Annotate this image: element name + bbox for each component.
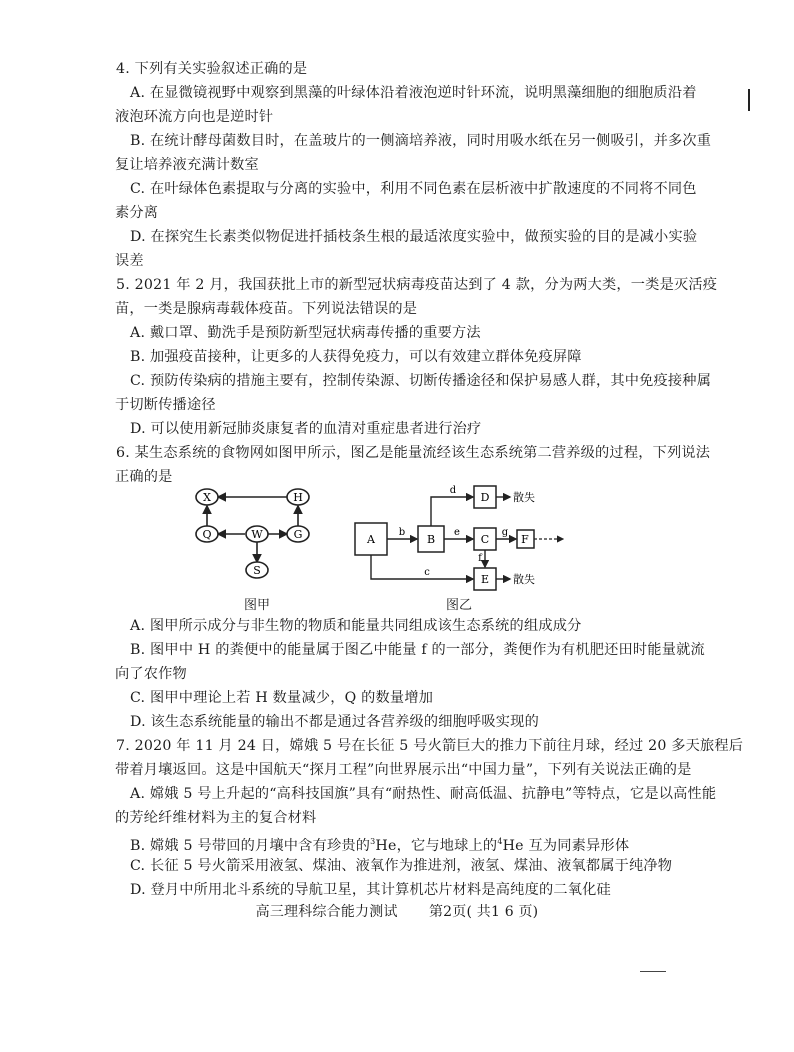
figure-jia-caption: 图甲 bbox=[244, 598, 271, 613]
q4-option-b-line2: 复让培养液充满计数室 bbox=[115, 157, 259, 173]
edge-label-e: e bbox=[454, 527, 460, 538]
q4-option-b-line1: B. 在统计酵母菌数目时，在盖玻片的一侧滴培养液，同时用吸水纸在另一侧吸引，并多次重 bbox=[130, 133, 712, 149]
box-c: C bbox=[480, 533, 490, 546]
q5-option-a: A. 戴口罩、勤洗手是预防新型冠状病毒传播的重要方法 bbox=[130, 325, 481, 341]
q6-option-b-line2: 向了农作物 bbox=[115, 666, 187, 682]
q7-option-b-suffix: He 互为同素异形体 bbox=[502, 838, 630, 854]
q7-option-a-line2: 的芳纶纤维材料为主的复合材料 bbox=[115, 810, 317, 826]
q6-option-c: C. 图甲中理论上若 H 数量减少，Q 的数量增加 bbox=[130, 690, 434, 706]
figure-yi-energy-flow bbox=[345, 480, 575, 592]
edge-label-f: f bbox=[478, 553, 482, 564]
figure-yi-caption: 图乙 bbox=[446, 598, 473, 613]
node-s: S bbox=[253, 564, 261, 577]
q4-stem: 4. 下列有关实验叙述正确的是 bbox=[116, 61, 308, 77]
node-h: H bbox=[293, 491, 303, 504]
q6-stem-line2: 正确的是 bbox=[115, 469, 173, 485]
node-w: W bbox=[251, 528, 263, 541]
q6-option-a: A. 图甲所示成分与非生物的物质和能量共同组成该生态系统的组成成分 bbox=[130, 618, 582, 634]
q4-option-a-line2: 液泡环流方向也是逆时针 bbox=[115, 109, 274, 125]
footer-page-number: 第2页( 共1 6 页) bbox=[428, 904, 539, 920]
edge-label-d: d bbox=[449, 485, 457, 496]
figure-jia-food-web bbox=[190, 482, 320, 582]
edge-label-b: b bbox=[398, 527, 406, 538]
footer-exam-title: 高三理科综合能力测试 bbox=[255, 904, 398, 920]
q4-option-a-line1: A. 在显微镜视野中观察到黑藻的叶绿体沿着液泡逆时针环流，说明黑藻细胞的细胞质沿着 bbox=[130, 85, 697, 101]
edge-label-c: c bbox=[424, 567, 430, 578]
q6-stem-line1: 6. 某生态系统的食物网如图甲所示，图乙是能量流经该生态系统第二营养级的过程，下列说法 bbox=[116, 445, 711, 461]
box-a: A bbox=[367, 533, 375, 546]
q7-option-a-line1: A. 嫦娥 5 号上升起的“高科技国旗”具有“耐热性、耐高低温、抗静电”等特点，它是以高性能 bbox=[130, 786, 717, 802]
he3-superscript: 3 bbox=[370, 837, 376, 846]
q7-option-b bbox=[130, 833, 629, 855]
edge-label-g: g bbox=[501, 527, 509, 538]
q7-option-b-mid: He，它与地球上的 bbox=[375, 838, 498, 854]
q5-stem-line2: 苗，一类是腺病毒载体疫苗。下列说法错误的是 bbox=[115, 301, 418, 317]
margin-scan-mark bbox=[748, 89, 750, 111]
box-f: F bbox=[521, 533, 529, 546]
q5-stem-line1: 5. 2021 年 2 月，我国获批上市的新型冠状病毒疫苗达到了 4 款，分为两大类，一类是灭活疫 bbox=[116, 277, 718, 293]
loss-label-e: 散失 bbox=[513, 573, 535, 586]
q6-option-b-line1: B. 图甲中 H 的粪便中的能量属于图乙中能量 f 的一部分，粪便作为有机肥还田时能量就流 bbox=[130, 642, 705, 658]
q7-option-c: C. 长征 5 号火箭采用液氢、煤油、液氧作为推进剂，液氢、煤油、液氧都属于纯净物 bbox=[130, 858, 673, 874]
q7-stem-line1: 7. 2020 年 11 月 24 日，嫦娥 5 号在长征 5 号火箭巨大的推力下前往月球，经过 20 多天旅程后 bbox=[116, 738, 744, 754]
q5-option-c-line1: C. 预防传染病的措施主要有，控制传染源、切断传播途径和保护易感人群，其中免疫接种属 bbox=[130, 373, 712, 389]
q5-option-c-line2: 于切断传播途径 bbox=[115, 397, 216, 413]
node-g: G bbox=[293, 528, 303, 541]
box-d: D bbox=[480, 491, 490, 504]
loss-label-d: 散失 bbox=[513, 491, 535, 504]
q5-option-b: B. 加强疫苗接种，让更多的人获得免疫力，可以有效建立群体免疫屏障 bbox=[130, 349, 582, 365]
q4-option-c-line2: 素分离 bbox=[115, 205, 159, 221]
page-footer bbox=[0, 903, 794, 921]
node-x: X bbox=[203, 491, 211, 504]
q4-option-d-line2: 误差 bbox=[115, 253, 144, 269]
bottom-scan-mark bbox=[640, 971, 666, 972]
box-b: B bbox=[426, 533, 436, 546]
he4-superscript: 4 bbox=[497, 837, 503, 846]
q7-option-b-prefix: B. 嫦娥 5 号带回的月壤中含有珍贵的 bbox=[130, 838, 371, 854]
q4-option-c-line1: C. 在叶绿体色素提取与分离的实验中，利用不同色素在层析液中扩散速度的不同将不同色 bbox=[130, 181, 697, 197]
q5-option-d: D. 可以使用新冠肺炎康复者的血清对重症患者进行治疗 bbox=[130, 421, 482, 437]
q7-stem-line2: 带着月壤返回。这是中国航天“探月工程”向世界展示出“中国力量”，下列有关说法正确的是 bbox=[115, 762, 692, 778]
q6-option-d: D. 该生态系统能量的输出不都是通过各营养级的细胞呼吸实现的 bbox=[130, 714, 539, 730]
box-e: E bbox=[480, 573, 490, 586]
node-q: Q bbox=[202, 528, 212, 541]
q7-option-d: D. 登月中所用北斗系统的导航卫星，其计算机芯片材料是高纯度的二氧化硅 bbox=[130, 882, 611, 898]
q4-option-d-line1: D. 在探究生长素类似物促进扦插枝条生根的最适浓度实验中，做预实验的目的是减小实验 bbox=[130, 229, 698, 245]
